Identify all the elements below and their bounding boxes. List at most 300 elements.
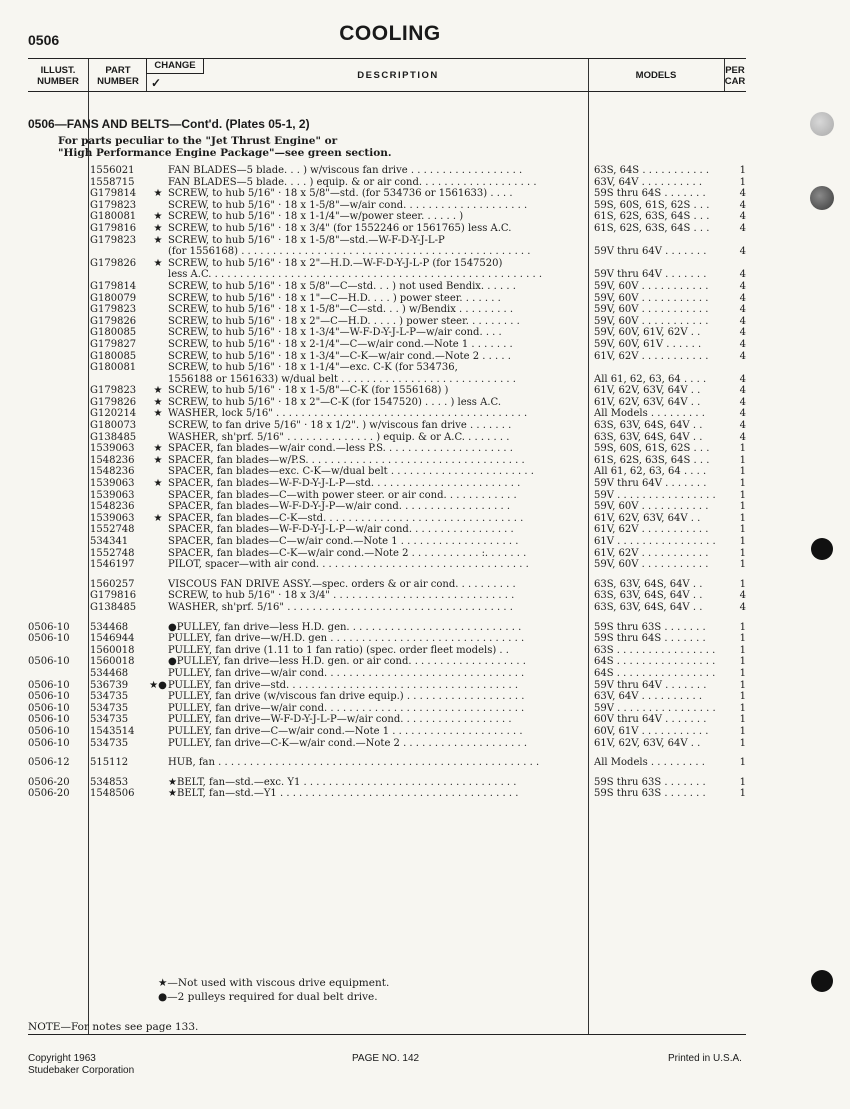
table-row	[28, 788, 746, 800]
part-number: G179814	[90, 280, 137, 292]
description: SCREW, to hub 5/16" · 18 x 1"—C—H.D. . . . ) power steer. . . . . . .	[168, 292, 501, 304]
models: 63S, 63V, 64S, 64V . .	[594, 431, 703, 443]
change-mark: ★	[153, 408, 163, 420]
description: SPACER, fan blades—C-K—std. . . . . . . . . . . . . . . . . . . . . . . . . . . . . . . .	[168, 512, 524, 524]
models: 63S, 63V, 64S, 64V . .	[594, 590, 703, 602]
per-car: 4	[739, 327, 746, 339]
description: WASHER, sh'prf. 5/16" . . . . . . . . . . . . . . ) equip. & or A.C. . . . . . . .	[168, 431, 510, 443]
per-car: 1	[739, 176, 746, 188]
table-row	[28, 385, 746, 397]
description: PULLEY, fan drive—w/air cond. . . . . . . . . . . . . . . . . . . . . . . . . . . . . . . .	[168, 702, 525, 714]
per-car: 4	[739, 590, 746, 602]
per-car: 4	[739, 373, 746, 385]
part-number: 1539063	[90, 512, 135, 524]
footnotes	[158, 976, 389, 1004]
models: 59V . . . . . . . . . . . . . . . .	[594, 702, 716, 714]
description: PULLEY, fan drive—C—w/air cond.—Note 1 . . . . . . . . . . . . . . . . . . . . .	[168, 725, 523, 737]
models: 59V thru 64V . . . . . . .	[594, 246, 707, 258]
part-number: G138485	[90, 601, 137, 613]
part-number: 534468	[90, 667, 129, 679]
models: 61V . . . . . . . . . . . . . . . .	[594, 536, 716, 547]
per-car: 4	[739, 338, 746, 350]
description: ★BELT, fan—std.—Y1 . . . . . . . . . . . . . . . . . . . . . . . . . . . . . . . . . . . . . .	[168, 788, 519, 800]
per-car: 1	[739, 512, 746, 524]
per-car: 4	[739, 188, 746, 200]
table-row	[28, 455, 746, 467]
table-row	[28, 397, 746, 409]
description: (for 1556168) . . . . . . . . . . . . . . . . . . . . . . . . . . . . . . . . . . . . . . . . . . . . . .	[168, 246, 531, 258]
models: 59S, 60S, 61S, 62S . . .	[594, 199, 710, 211]
binder-hole	[810, 112, 834, 136]
change-mark: ★	[153, 257, 163, 269]
description: PULLEY, fan drive—w/air cond. . . . . . . . . . . . . . . . . . . . . . . . . . . . . . . .	[168, 667, 525, 679]
per-car: 1	[739, 478, 746, 490]
models: 59S, 60S, 61S, 62S . . .	[594, 443, 710, 455]
models: 63S, 64S . . . . . . . . . . .	[594, 165, 710, 176]
part-number: G180081	[90, 211, 137, 223]
per-car: 1	[739, 776, 746, 788]
per-car: 1	[739, 536, 746, 547]
part-number: 534735	[90, 737, 129, 749]
per-car: 4	[739, 304, 746, 316]
description: SCREW, to hub 5/16" · 18 x 5/8"—std. (for 534736 or 1561633) . . . .	[168, 188, 513, 200]
part-number: G179823	[90, 304, 137, 316]
per-car: 4	[739, 408, 746, 420]
models: 59V, 60V . . . . . . . . . . .	[594, 292, 709, 304]
printed-in: Printed in U.S.A.	[668, 1053, 742, 1064]
description: SCREW, to hub 5/16" · 18 x 2"—H.D.—W-F-D-Y-J-L-P (for 1547520)	[168, 257, 503, 269]
table-row	[28, 304, 746, 316]
models: 61S, 62S, 63S, 64S . . .	[594, 211, 710, 223]
footnote-star: ★—Not used with viscous drive equipment.	[158, 977, 390, 989]
change-mark: ★	[153, 396, 163, 408]
parts-table	[28, 58, 746, 1035]
part-number: G179826	[90, 396, 137, 408]
illust-number: 0506-10	[28, 725, 70, 737]
part-number: 1539063	[90, 478, 135, 490]
part-number: G179827	[90, 338, 137, 350]
part-number: G179816	[90, 590, 137, 602]
description: SCREW, to hub 5/16" · 18 x 1-5/8"—C—std. . . ) w/Bendix . . . . . . . . .	[168, 304, 514, 316]
copyright	[28, 1053, 134, 1077]
part-number: G180073	[90, 420, 137, 432]
illust-number: 0506-10	[28, 714, 70, 726]
per-car: 1	[739, 667, 746, 679]
per-car: 4	[739, 211, 746, 223]
table-row	[28, 246, 746, 258]
models: 59V, 60V . . . . . . . . . . .	[594, 280, 709, 292]
description: PULLEY, fan drive—w/H.D. gen . . . . . . . . . . . . . . . . . . . . . . . . . . . . . . .	[168, 633, 525, 645]
description: SPACER, fan blades—W-F-D-Y-J-L-P—std. . . . . . . . . . . . . . . . . . . . . . . .	[168, 478, 521, 490]
part-number: G180085	[90, 350, 137, 362]
per-car: 4	[739, 222, 746, 234]
copyright-line: Copyright 1963	[28, 1053, 96, 1064]
models: 64S . . . . . . . . . . . . . . . .	[594, 656, 716, 668]
table-header	[28, 59, 746, 92]
illust-number: 0506-20	[28, 788, 70, 800]
description: PULLEY, fan drive—std. . . . . . . . . . . . . . . . . . . . . . . . . . . . . . . . . . . . .	[168, 679, 519, 691]
description: SPACER, fan blades—W-F-D-Y-J-L-P—w/air cond. . . . . . . . . . . . . . . . .	[168, 524, 514, 536]
per-car: 1	[739, 524, 746, 536]
header-description: DESCRIPTION	[357, 70, 439, 81]
part-number: G179823	[90, 234, 137, 246]
table-row	[28, 680, 746, 692]
table-row	[28, 777, 746, 789]
table-row	[28, 432, 746, 444]
part-number: 536739	[90, 679, 129, 691]
description: less A.C. . . . . . . . . . . . . . . . . . . . . . . . . . . . . . . . . . . . . . . . . . . . . . . . . . . . .	[168, 269, 543, 281]
models: 60V thru 64V . . . . . . .	[594, 714, 707, 726]
part-number: 534735	[90, 691, 129, 703]
description: ●PULLEY, fan drive—less H.D. gen. . . . . . . . . . . . . . . . . . . . . . . . . . . .	[168, 621, 522, 633]
models: 61V, 62V . . . . . . . . . . .	[594, 350, 709, 362]
per-car: 1	[739, 656, 746, 668]
header-part: PART NUMBER	[97, 65, 139, 87]
part-number: 1539063	[90, 443, 135, 455]
part-number: 534853	[90, 776, 129, 788]
description: SCREW, to hub 5/16" · 18 x 1-1/4"—w/power steer. . . . . . )	[168, 211, 464, 223]
table-row	[28, 351, 746, 363]
illust-number: 0506-20	[28, 776, 70, 788]
models: 59S thru 64S . . . . . . .	[594, 188, 706, 200]
models: 61V, 62V, 63V, 64V . .	[594, 512, 701, 524]
per-car: 4	[739, 199, 746, 211]
description: SPACER, fan blades—W-F-D-Y-J-P—w/air cond. . . . . . . . . . . . . . . . . .	[168, 501, 511, 513]
description: SPACER, fan blades—C—with power steer. or air cond. . . . . . . . . . . .	[168, 489, 517, 501]
description: SPACER, fan blades—w/P.S. . . . . . . . . . . . . . . . . . . . . . . . . . . . . . . . . . .	[168, 454, 525, 466]
row-spacer	[28, 571, 746, 579]
table-row	[28, 327, 746, 339]
part-number: 1552748	[90, 524, 135, 536]
change-mark: ★	[153, 222, 163, 234]
per-car: 1	[739, 443, 746, 455]
models: 59V, 60V . . . . . . . . . . .	[594, 559, 709, 571]
table-row	[28, 622, 746, 634]
table-row	[28, 602, 746, 614]
section-note	[58, 135, 392, 159]
description: SCREW, to fan drive 5/16" · 18 x 1/2". ) w/viscous fan drive . . . . . . .	[168, 420, 512, 432]
header-models: MODELS	[635, 70, 677, 81]
illust-number: 0506-10	[28, 737, 70, 749]
models: 63V, 64V . . . . . . . . . .	[594, 176, 703, 188]
models: 59V, 60V, 61V . . . . . .	[594, 338, 702, 350]
description: SCREW, to hub 5/16" · 18 x 3/4" . . . . . . . . . . . . . . . . . . . . . . . . . . . . .	[168, 590, 515, 602]
per-car: 4	[739, 292, 746, 304]
change-mark: ★	[153, 478, 163, 490]
binder-hole	[811, 970, 833, 992]
per-car: 1	[739, 165, 746, 176]
per-car: 1	[739, 633, 746, 645]
table-row	[28, 200, 746, 212]
description: PULLEY, fan drive (1.11 to 1 fan ratio) (spec. order fleet models) . .	[168, 644, 509, 656]
per-car: 1	[739, 559, 746, 571]
footnote-dot: ●—2 pulleys required for dual belt drive.	[158, 991, 378, 1003]
description: SCREW, to hub 5/16" · 18 x 1-5/8"—w/air cond. . . . . . . . . . . . . . . . . . . .	[168, 199, 528, 211]
section-note-line: "High Performance Engine Package"—see green section.	[58, 147, 392, 159]
table-row	[28, 478, 746, 490]
parts-rows	[28, 165, 746, 800]
models: 63S, 63V, 64S, 64V . .	[594, 601, 703, 613]
table-row	[28, 524, 746, 536]
table-row	[28, 668, 746, 680]
per-car: 4	[739, 315, 746, 327]
description: PULLEY, fan drive (w/viscous fan drive equip.) . . . . . . . . . . . . . . . . . . .	[168, 691, 525, 703]
part-number: G179816	[90, 222, 137, 234]
models: 63S, 63V, 64S, 64V . .	[594, 420, 703, 432]
per-car: 4	[739, 385, 746, 397]
table-row	[28, 362, 746, 374]
part-number: G180081	[90, 362, 137, 374]
illust-number: 0506-10	[28, 702, 70, 714]
models: 59V . . . . . . . . . . . . . . . .	[594, 489, 716, 501]
per-car: 1	[739, 578, 746, 590]
header-change: CHANGE	[146, 59, 204, 74]
illust-number: 0506-10	[28, 621, 70, 633]
description: WASHER, sh'prf. 5/16" . . . . . . . . . . . . . . . . . . . . . . . . . . . . . . . . . . . .	[168, 601, 513, 613]
description: SPACER, fan blades—w/air cond.—less P.S. . . . . . . . . . . . . . . . . . . . .	[168, 443, 513, 455]
description: WASHER, lock 5/16" . . . . . . . . . . . . . . . . . . . . . . . . . . . . . . . . . . . . . . . .	[168, 408, 528, 420]
models: 59S thru 63S . . . . . . .	[594, 621, 706, 633]
per-car: 4	[739, 246, 746, 258]
description: SPACER, fan blades—exc. C-K—w/dual belt . . . . . . . . . . . . . . . . . . . . . . .	[168, 466, 534, 478]
per-car: 1	[739, 454, 746, 466]
change-mark: ★	[153, 443, 163, 455]
part-number: G120214	[90, 408, 137, 420]
table-row	[28, 443, 746, 455]
illust-number: 0506-10	[28, 679, 70, 691]
description: SCREW, to hub 5/16" · 18 x 1-5/8"—C-K (for 1556168) )	[168, 385, 449, 397]
illust-number: 0506-10	[28, 691, 70, 703]
part-number: 515112	[90, 757, 129, 769]
per-car: 1	[739, 679, 746, 691]
page-code: 0506	[28, 32, 60, 48]
per-car: 1	[739, 501, 746, 513]
table-row	[28, 408, 746, 420]
row-spacer	[28, 614, 746, 622]
models: 60V, 61V . . . . . . . . . . .	[594, 725, 709, 737]
per-car: 1	[739, 691, 746, 703]
part-number: 1548506	[90, 788, 135, 800]
per-car: 1	[739, 757, 746, 769]
description: PULLEY, fan drive—W-F-D-Y-J-L-P—w/air cond. . . . . . . . . . . . . . . . . .	[168, 714, 512, 726]
part-number: 1560018	[90, 656, 135, 668]
part-number: 1560018	[90, 644, 135, 656]
table-row	[28, 633, 746, 645]
table-row	[28, 738, 746, 750]
models: 61V, 62V, 63V, 64V . .	[594, 385, 701, 397]
part-number: G179823	[90, 385, 137, 397]
part-number: G179823	[90, 199, 137, 211]
table-row	[28, 714, 746, 726]
page-title: COOLING	[339, 22, 441, 45]
per-car: 1	[739, 644, 746, 656]
models: 59V, 60V . . . . . . . . . . .	[594, 315, 709, 327]
models: 63S . . . . . . . . . . . . . . . .	[594, 644, 716, 656]
table-row	[28, 188, 746, 200]
table-row	[28, 420, 746, 432]
part-number: 1548236	[90, 501, 135, 513]
part-number: 1548236	[90, 454, 135, 466]
per-car: 1	[739, 737, 746, 749]
description: PULLEY, fan drive—C-K—w/air cond.—Note 2 . . . . . . . . . . . . . . . . . . . .	[168, 737, 528, 749]
table-row	[28, 536, 746, 548]
binder-hole	[810, 186, 834, 210]
per-car: 1	[739, 466, 746, 478]
description: SCREW, to hub 5/16" · 18 x 5/8"—C—std. . . ) not used Bendix. . . . . .	[168, 280, 516, 292]
header-per-car: PER CAR	[724, 65, 746, 87]
part-number: G180079	[90, 292, 137, 304]
models: 59V, 60V, 61V, 62V . .	[594, 327, 701, 339]
part-number: 1539063	[90, 489, 135, 501]
description: SPACER, fan blades—C—w/air cond.—Note 1 . . . . . . . . . . . . . . . . . . .	[168, 536, 519, 547]
description: SCREW, to hub 5/16" · 18 x 1-5/8"—std.—W-F-D-Y-J-L-P	[168, 234, 445, 246]
per-car: 1	[739, 547, 746, 559]
models: 59S thru 64S . . . . . . .	[594, 633, 706, 645]
description: SPACER, fan blades—C-K—w/air cond.—Note 2 . . . . . . . . . . . :. . . . . . .	[168, 547, 527, 559]
part-number: 534735	[90, 714, 129, 726]
models: 61V, 62V, 63V, 64V . .	[594, 737, 701, 749]
table-row	[28, 548, 746, 560]
models: 61V, 62V . . . . . . . . . . .	[594, 547, 709, 559]
part-number: 534735	[90, 702, 129, 714]
table-row	[28, 579, 746, 591]
models: 59V, 60V . . . . . . . . . . .	[594, 501, 709, 513]
change-mark: ★●	[149, 679, 167, 691]
table-row	[28, 374, 746, 386]
per-car: 4	[739, 601, 746, 613]
per-car: 4	[739, 350, 746, 362]
part-number: G138485	[90, 431, 137, 443]
models: 59V thru 64V . . . . . . .	[594, 478, 707, 490]
per-car: 4	[739, 269, 746, 281]
section-note-line: For parts peculiar to the "Jet Thrust Engine" or	[58, 135, 338, 147]
models: 64S . . . . . . . . . . . . . . . .	[594, 667, 716, 679]
part-number: 534468	[90, 621, 129, 633]
part-number: G179826	[90, 257, 137, 269]
section-title: 0506—FANS AND BELTS—Cont'd. (Plates 05-1, 2)	[28, 117, 310, 131]
description: PILOT, spacer—with air cond. . . . . . . . . . . . . . . . . . . . . . . . . . . . . . . . . .	[168, 559, 529, 571]
change-mark: ★	[153, 188, 163, 200]
part-number: 1546944	[90, 633, 135, 645]
table-row	[28, 590, 746, 602]
models: All 61, 62, 63, 64 . . . .	[594, 373, 707, 385]
change-mark: ★	[153, 234, 163, 246]
change-mark: ★	[153, 385, 163, 397]
models: All Models . . . . . . . . .	[594, 757, 705, 769]
description: ★BELT, fan—std.—exc. Y1 . . . . . . . . . . . . . . . . . . . . . . . . . . . . . . . . . .	[168, 776, 517, 788]
models: 59V thru 64V . . . . . . .	[594, 269, 707, 281]
description: HUB, fan . . . . . . . . . . . . . . . . . . . . . . . . . . . . . . . . . . . . . . . . . . . . . . . . . . .	[168, 757, 540, 769]
description: FAN BLADES—5 blade. . . . ) equip. & or air cond. . . . . . . . . . . . . . . . . . .	[168, 176, 537, 188]
illust-number: 0506-10	[28, 656, 70, 668]
description: 1556188 or 1561633) w/dual belt . . . . . . . . . . . . . . . . . . . . . . . . . . . .	[168, 373, 516, 385]
table-row	[28, 656, 746, 668]
per-car: 4	[739, 396, 746, 408]
part-number: 1548236	[90, 466, 135, 478]
models: 61S, 62S, 63S, 64S . . .	[594, 222, 710, 234]
description: SCREW, to hub 5/16" · 18 x 3/4" (for 1552246 or 1561765) less A.C.	[168, 222, 512, 234]
table-row	[28, 165, 746, 177]
description: VISCOUS FAN DRIVE ASSY.—spec. orders & or air cond. . . . . . . . . .	[168, 578, 516, 590]
row-spacer	[28, 749, 746, 757]
page-note: NOTE—For notes see page 133.	[28, 1021, 199, 1033]
table-row	[28, 691, 746, 703]
change-mark: ★	[153, 454, 163, 466]
part-number: 1556021	[90, 165, 135, 176]
change-mark: ★	[153, 211, 163, 223]
table-row	[28, 211, 746, 223]
table-row	[28, 513, 746, 525]
table-row	[28, 235, 746, 247]
illust-number: 0506-10	[28, 633, 70, 645]
models: 63S, 63V, 64S, 64V . .	[594, 578, 703, 590]
per-car: 1	[739, 714, 746, 726]
part-number: 1543514	[90, 725, 135, 737]
per-car: 4	[739, 420, 746, 432]
models: 59V, 60V . . . . . . . . . . .	[594, 304, 709, 316]
per-car: 1	[739, 489, 746, 501]
models: 63V, 64V . . . . . . . . . .	[594, 691, 703, 703]
per-car: 1	[739, 621, 746, 633]
per-car: 1	[739, 788, 746, 800]
models: 61V, 62V . . . . . . . . . . .	[594, 524, 709, 536]
models: All 61, 62, 63, 64 . . . .	[594, 466, 707, 478]
part-number: 1546197	[90, 559, 135, 571]
description: SCREW, to hub 5/16" · 18 x 1-3/4"—C-K—w/air cond.—Note 2 . . . . .	[168, 350, 511, 362]
row-spacer	[28, 769, 746, 777]
table-row	[28, 281, 746, 293]
table-row	[28, 757, 746, 769]
part-number: G180085	[90, 327, 137, 339]
table-row	[28, 490, 746, 502]
change-check-icon: ✓	[151, 76, 162, 90]
per-car: 4	[739, 280, 746, 292]
description: SCREW, to hub 5/16" · 18 x 1-1/4"—exc. C-K (for 534736,	[168, 362, 458, 374]
part-number: G179826	[90, 315, 137, 327]
copyright-line: Studebaker Corporation	[28, 1065, 135, 1076]
part-number: G179814	[90, 188, 137, 200]
per-car: 1	[739, 725, 746, 737]
table-row	[28, 339, 746, 351]
header-illust: ILLUST. NUMBER	[37, 65, 79, 87]
table-row	[28, 223, 746, 235]
table-row	[28, 258, 746, 270]
illust-number: 0506-12	[28, 757, 70, 769]
binder-hole	[811, 538, 833, 560]
page-number: PAGE NO. 142	[352, 1053, 420, 1064]
description: SCREW, to hub 5/16" · 18 x 2"—C-K (for 1547520) . . . . ) less A.C.	[168, 396, 501, 408]
part-number: 1560257	[90, 578, 135, 590]
per-car: 1	[739, 702, 746, 714]
part-number: 534341	[90, 536, 129, 547]
table-row	[28, 316, 746, 328]
table-row	[28, 645, 746, 657]
models: All Models . . . . . . . . .	[594, 408, 705, 420]
table-row	[28, 177, 746, 189]
description: SCREW, to hub 5/16" · 18 x 2"—C—H.D. . . . . ) power steer. . . . . . . . .	[168, 315, 520, 327]
table-row	[28, 726, 746, 738]
part-number: 1558715	[90, 176, 135, 188]
models: 61V, 62V, 63V, 64V . .	[594, 396, 701, 408]
description: ●PULLEY, fan drive—less H.D. gen. or air cond. . . . . . . . . . . . . . . . . . .	[168, 656, 526, 668]
table-row	[28, 501, 746, 513]
table-row	[28, 269, 746, 281]
table-row	[28, 703, 746, 715]
description: SCREW, to hub 5/16" · 18 x 1-3/4"—W-F-D-Y-J-L-P—w/air cond. . . .	[168, 327, 502, 339]
table-row	[28, 293, 746, 305]
per-car: 4	[739, 431, 746, 443]
models: 59S thru 63S . . . . . . .	[594, 776, 706, 788]
